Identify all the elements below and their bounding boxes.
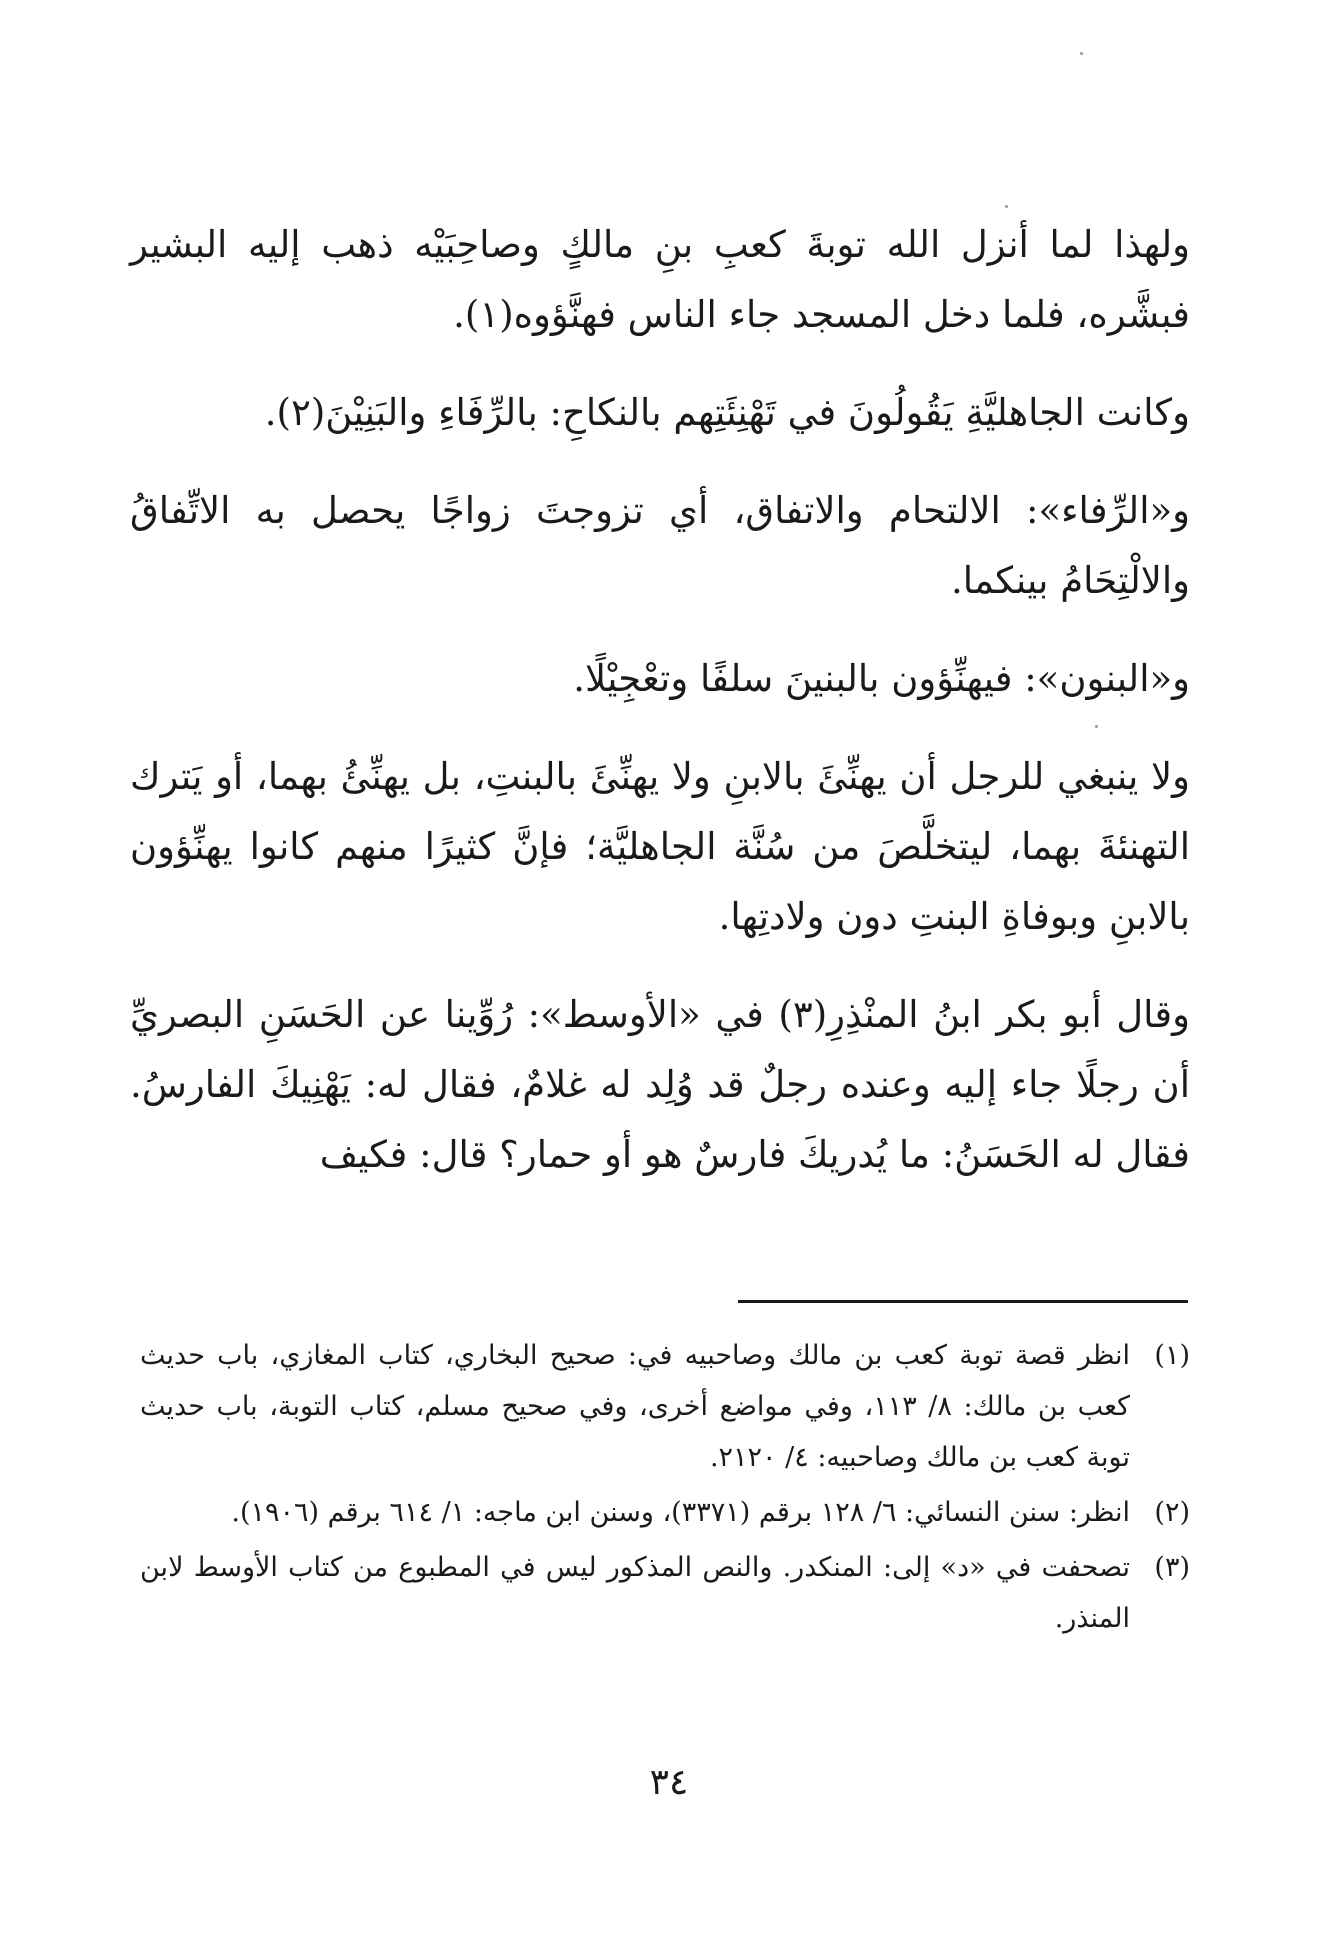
- footnotes: [140, 1330, 1190, 1648]
- paragraph-3: و«الرِّفاء»: الالتحام والاتفاق، أي تزوجتَ زواجًا يحصل به الاتِّفاقُ والالْتِحَامُ بينكما.: [130, 489, 1190, 602]
- scan-speck: [1005, 205, 1008, 208]
- footnote-text: انظر: سنن النسائي: ٦/ ١٢٨ برقم (٣٣٧١)، وسنن ابن ماجه: ١/ ٦١٤ برقم (١٩٠٦).: [231, 1497, 1130, 1528]
- footnote-number: (٢): [1154, 1497, 1190, 1528]
- footnote-3: [140, 1542, 1190, 1644]
- footnote-1: [140, 1330, 1190, 1483]
- footnote-separator: [738, 1300, 1188, 1303]
- footnote-number: (١): [1154, 1340, 1190, 1371]
- footnote-text: انظر قصة توبة كعب بن مالك وصاحبيه في: صحيح البخاري، كتاب المغازي، باب حديث كعب بن مالك: ٨/ ١١٣، وفي مواضع أخرى، وفي صحيح مسلم، كتاب التوبة، باب حديث توبة كعب بن مالك وصاحبيه: ٤/ ٢١٢٠.: [140, 1340, 1130, 1473]
- paragraph-5: ولا ينبغي للرجل أن يهنِّئَ بالابنِ ولا يهنِّئَ بالبنتِ، بل يهنِّئُ بهما، أو يَترك التهنئةَ بهما، ليتخلَّصَ من سُنَّة الجاهليَّة؛ فإنَّ كثيرًا منهم كانوا يهنِّؤون بالابنِ وبوفاةِ البنتِ دون ولادتِها.: [130, 755, 1190, 938]
- paragraph-1: ولهذا لما أنزل الله توبةَ كعبِ بنِ مالكٍ وصاحِبَيْه ذهب إليه البشير فبشَّره، فلما دخل المسجد جاء الناس فهنَّؤوه(١).: [130, 223, 1190, 336]
- page-number: ٣٤: [649, 1762, 689, 1803]
- paragraph-4: و«البنون»: فيهنِّؤون بالبنينَ سلفًا وتعْجِيْلًا.: [573, 657, 1190, 700]
- paragraph-6: وقال أبو بكر ابنُ المنْذِرِ(٣) في «الأوسط»: رُوِّينا عن الحَسَنِ البصريِّ أن رجلًا جاء إليه وعنده رجلٌ قد وُلِد له غلامٌ، فقال له: يَهْنِيكَ الفارسُ. فقال له الحَسَنُ: ما يُدريكَ فارسٌ هو أو حمار؟ قال: فكيف: [130, 993, 1190, 1176]
- main-text: [130, 210, 1190, 1218]
- paragraph-2: وكانت الجاهليَّةِ يَقُولُونَ في تَهْنِئَتِهم بالنكاحِ: بالرِّفَاءِ والبَنِيْنَ(٢).: [264, 391, 1190, 434]
- footnote-text: تصحفت في «د» إلى: المنكدر. والنص المذكور ليس في المطبوع من كتاب الأوسط لابن المنذر.: [140, 1552, 1130, 1634]
- footnote-2: [140, 1487, 1190, 1538]
- footnote-number: (٣): [1154, 1552, 1190, 1583]
- scan-speck: [1080, 52, 1083, 55]
